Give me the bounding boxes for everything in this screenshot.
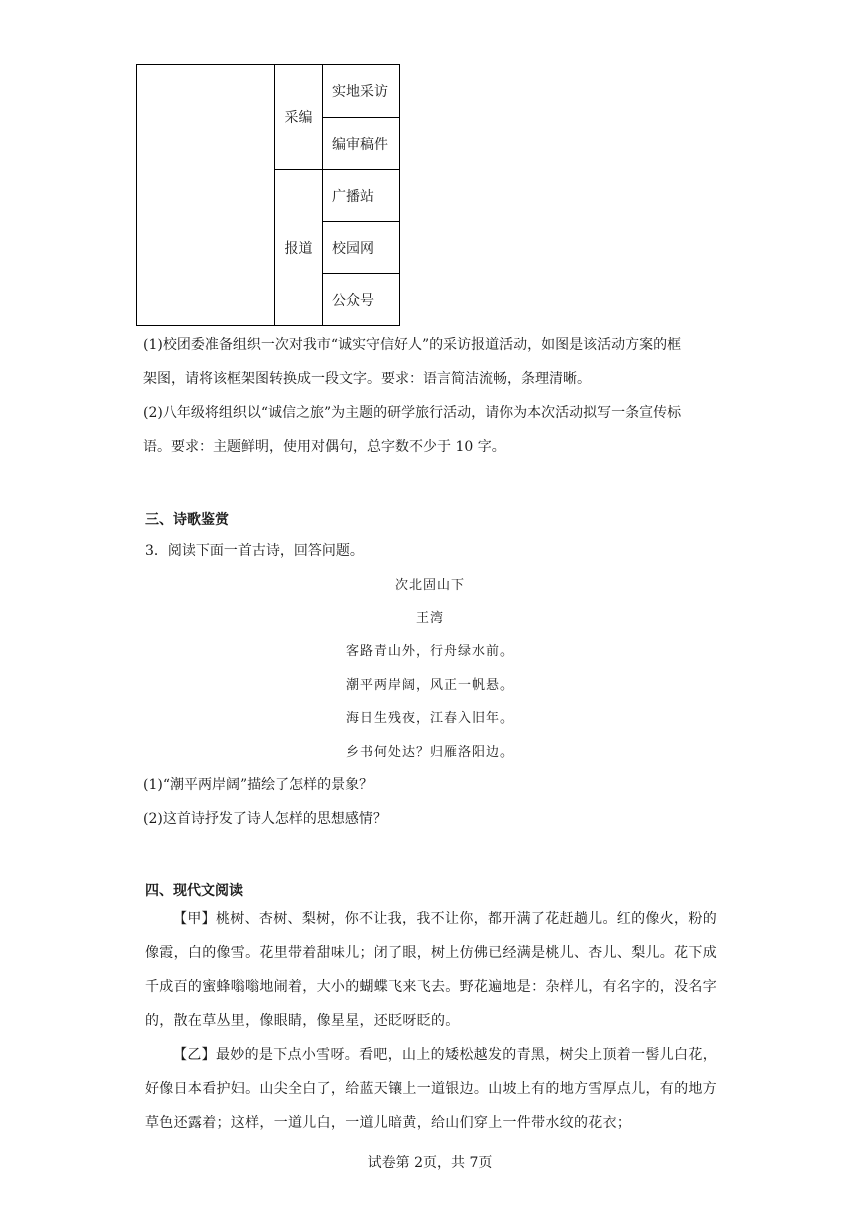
question-3-sub1: (1)“潮平两岸阔”描绘了怎样的景象？: [143, 777, 374, 793]
framework-diagram: [136, 64, 400, 326]
section-heading-poetry: 三、诗歌鉴赏: [145, 512, 229, 528]
question-3-prompt: 3．阅读下面一首古诗，回答问题。: [145, 543, 364, 559]
poem-author: 王湾: [415, 611, 444, 626]
framework-item: 编审稿件: [322, 117, 400, 170]
poem-line: 乡书何处达？归雁洛阳边。: [345, 745, 514, 760]
framework-item: 广播站: [322, 169, 400, 222]
poem-title: 次北固山下: [394, 578, 465, 593]
q2-part1-line2: 架图，请将该框架图转换成一段文字。要求：语言简洁流畅，条理清晰。: [143, 371, 591, 387]
framework-group-caibian: 采编: [274, 64, 323, 170]
framework-item: 实地采访: [322, 64, 400, 118]
reading-passage-yi: 【乙】最妙的是下点小雪呀。看吧，山上的矮松越发的青黑，树尖上顶着一髻儿白花，好像日本看护妇。山尖全白了，给蓝天镶上一道银边。山坡上有的地方雪厚点儿，有的地方草色还露着；这样，一道儿白，一道儿暗黄，给山们穿上一件带水纹的花衣；: [145, 1047, 717, 1131]
poem-line: 海日生残夜，江春入旧年。: [345, 711, 514, 726]
question-3-sub2: (2)这首诗抒发了诗人怎样的思想感情？: [143, 811, 387, 827]
framework-root-cell: [136, 64, 275, 326]
page-footer: 试卷第 2页，共 7页: [367, 1155, 493, 1171]
q2-part2-line2: 语。要求：主题鲜明，使用对偶句，总字数不少于 10 字。: [143, 439, 506, 455]
q2-part1-line1: (1)校团委准备组织一次对我市“诚实守信好人”的采访报道活动，如图是该活动方案的框: [143, 337, 682, 353]
framework-group-baodao: 报道: [274, 169, 323, 326]
poem-line: 潮平两岸阔，风正一帆悬。: [345, 678, 514, 693]
reading-passage-jia: 【甲】桃树、杏树、梨树，你不让我，我不让你，都开满了花赶趟儿。红的像火，粉的像霞，白的像雪。花里带着甜味儿；闭了眼，树上仿佛已经满是桃儿、杏儿、梨儿。花下成千成百的蜜蜂嗡嗡地闹着，大小的蝴蝶飞来飞去。野花遍地是：杂样儿，有名字的，没名字的，散在草丛里，像眼睛，像星星，还眨呀眨的。: [145, 911, 717, 1029]
poem-line: 客路青山外，行舟绿水前。: [345, 644, 514, 659]
framework-item: 校园网: [322, 221, 400, 274]
framework-item: 公众号: [322, 273, 400, 326]
q2-part2-line1: (2)八年级将组织以“诚信之旅”为主题的研学旅行活动，请你为本次活动拟写一条宣传标: [143, 405, 682, 421]
section-heading-modern-reading: 四、现代文阅读: [145, 883, 243, 899]
